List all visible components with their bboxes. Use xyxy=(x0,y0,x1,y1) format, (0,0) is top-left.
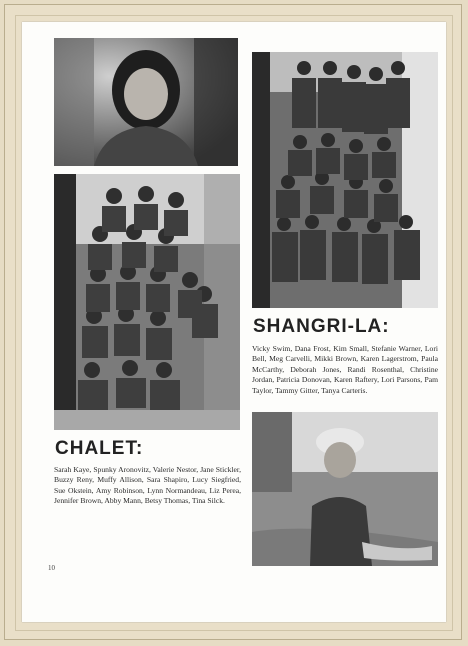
child-photo xyxy=(252,412,438,566)
chalet-names: Sarah Kaye, Spunky Aronovitz, Valerie Nestor, Jane Stickler, Buzzy Reny, Muffy Allison, Sara Shapiro, Lucy Siegfried, Sue Okstein, Amy Robinson, Lynn Normandeau, Liz Perea, Jennifer Brown, Abby Mann, Betsy Thomas, Tina Silck. xyxy=(54,465,241,506)
page-number: 10 xyxy=(48,564,55,572)
shangrila-names: Vicky Swim, Dana Frost, Kim Small, Stefanie Warner, Lori Bell, Meg Carvelli, Mikki Brown, Karen Lagerstrom, Paula McCarthy, Deborah Jones, Randi Rosenthal, Christine Jordan, Patricia Donovan, Karen Raftery, Lori Parsons, Pam Taylor, Tammy Gitter, Tanya Carteris. xyxy=(252,344,438,395)
chalet-heading: CHALET: xyxy=(55,438,144,459)
shangrila-group-photo xyxy=(252,52,438,308)
yearbook-page xyxy=(22,22,446,622)
chalet-group-photo xyxy=(54,174,240,430)
shangrila-heading: SHANGRI-LA: xyxy=(253,316,390,337)
portrait-photo xyxy=(54,38,238,166)
